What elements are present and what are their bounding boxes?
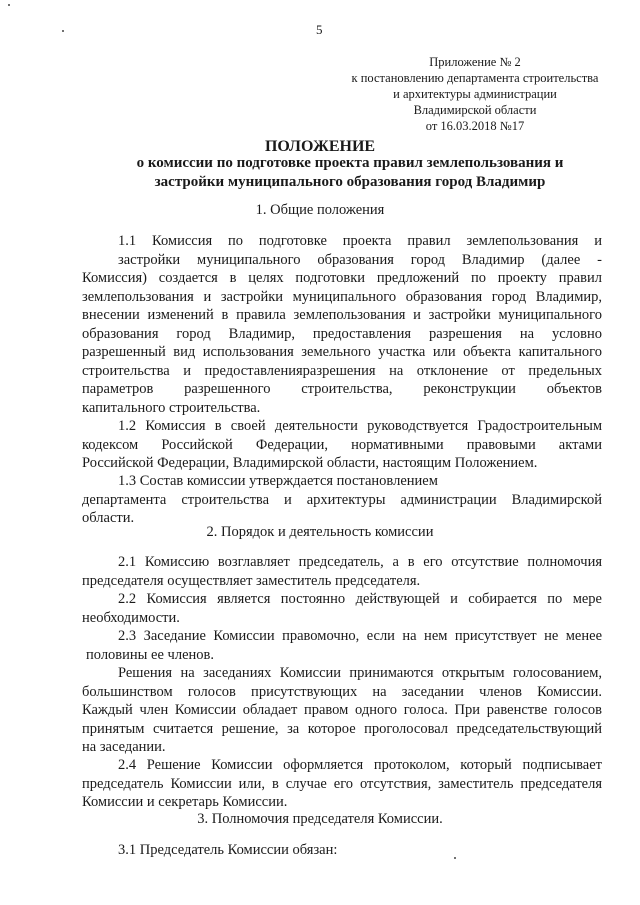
appendix-line: к постановлению департамента строительства: [351, 71, 599, 85]
text-line: Российской Федерации, Владимирской области, настоящим Положением.: [82, 455, 538, 471]
appendix-line: Приложение № 2: [429, 55, 521, 69]
text-line: 2.3 Заседание Комиссии правомочно, если на нем присутствует не менее: [118, 628, 602, 644]
document-title: ПОЛОЖЕНИЕ: [264, 138, 376, 155]
text-line: Решения на заседаниях Комиссии принимаются открытым голосованием,: [118, 665, 602, 681]
paragraph-2-3: [82, 627, 602, 664]
text-line: 2.2 Комиссия является постоянно действующей и собирается по мере: [118, 591, 602, 607]
text-line: Комиссии и секретарь Комиссии.: [82, 794, 288, 810]
text-line: внесении изменений в правила землепользования и застройки муниципального: [82, 307, 602, 323]
text-line: землепользования и застройки муниципального образования город Владимир,: [82, 288, 602, 305]
text-line: 3.1 Председатель Комиссии обязан:: [118, 842, 338, 858]
text-line: необходимости.: [82, 609, 180, 626]
paragraph-1-2: [82, 417, 602, 473]
appendix-header: [340, 54, 610, 134]
section-heading-1: 1. Общие положения: [255, 202, 385, 218]
appendix-line: от 16.03.2018 №17: [425, 119, 525, 133]
text-line: на заседании.: [82, 739, 166, 755]
text-line: половины ее членов.: [86, 646, 214, 663]
paragraph-2-4: [82, 756, 602, 812]
scan-speck: [62, 30, 64, 32]
paragraph-3-1: [82, 841, 602, 860]
text-line: 1.3 Состав комиссии утверждается постановлением: [118, 473, 438, 489]
section-heading-3: 3. Полномочия председателя Комиссии.: [197, 811, 443, 827]
scan-speck: [454, 857, 456, 859]
text-line: 2.4 Решение Комиссии оформляется протоколом, который подписывает: [118, 757, 602, 773]
text-line: 1.2 Комиссия в своей деятельности руководствуется Градостроительным: [118, 418, 602, 434]
text-line: области.: [82, 510, 135, 526]
text-line: принятым считается решение, за которое проголосовал председательствующий: [82, 720, 602, 737]
subtitle-line: застройки муниципального образования город Владимир: [154, 174, 546, 190]
section-heading-2: 2. Порядок и деятельность комиссии: [206, 524, 434, 540]
text-line: застройки муниципального образования город Владимир (далее -: [118, 251, 602, 268]
text-line: капитального строительства.: [82, 399, 261, 416]
page-number: 5: [316, 22, 323, 37]
text-line: разрешенный вид использования земельного участка или объекта капитального: [82, 344, 602, 360]
text-line: председателя осуществляет заместитель председателя.: [82, 572, 421, 589]
text-line: Комиссия) создается в целях подготовки предложений по проекту правил: [82, 270, 602, 286]
paragraph-2-2: [82, 590, 602, 627]
text-line: кодексом Российской Федерации, нормативными правовыми актами: [82, 436, 602, 453]
document-subtitle: [80, 154, 620, 192]
text-line: председатель Комиссии или, в случае его отсутствия, заместитель председателя: [82, 775, 602, 792]
text-line: департамента строительства и архитектуры администрации Владимирской: [82, 491, 602, 508]
appendix-line: и архитектуры администрации: [393, 87, 557, 101]
paragraph-2-1: [82, 553, 602, 590]
text-line: Каждый член Комиссии обладает правом одного голоса. При равенстве голосов: [82, 702, 602, 718]
paragraph-decisions: [82, 664, 602, 757]
subtitle-line: о комиссии по подготовке проекта правил землепользования и: [136, 155, 564, 171]
paragraph-1-1: [82, 232, 602, 417]
text-line: большинством голосов присутствующих на заседании членов Комиссии.: [82, 683, 602, 700]
text-line: образования город Владимир, предоставления разрешения на условно: [82, 325, 602, 342]
appendix-line: Владимирской области: [413, 103, 537, 117]
scan-speck: [8, 4, 10, 6]
text-line: 2.1 Комиссию возглавляет председатель, а в его отсутствие полномочия: [118, 554, 602, 570]
text-line: 1.1 Комиссия по подготовке проекта правил землепользования и: [118, 233, 602, 249]
paragraph-1-3: [82, 472, 602, 528]
text-line: параметров разрешенного строительства, реконструкции объектов: [82, 381, 602, 397]
text-line: строительства и предоставленияразрешения на отклонение от предельных: [82, 362, 602, 379]
